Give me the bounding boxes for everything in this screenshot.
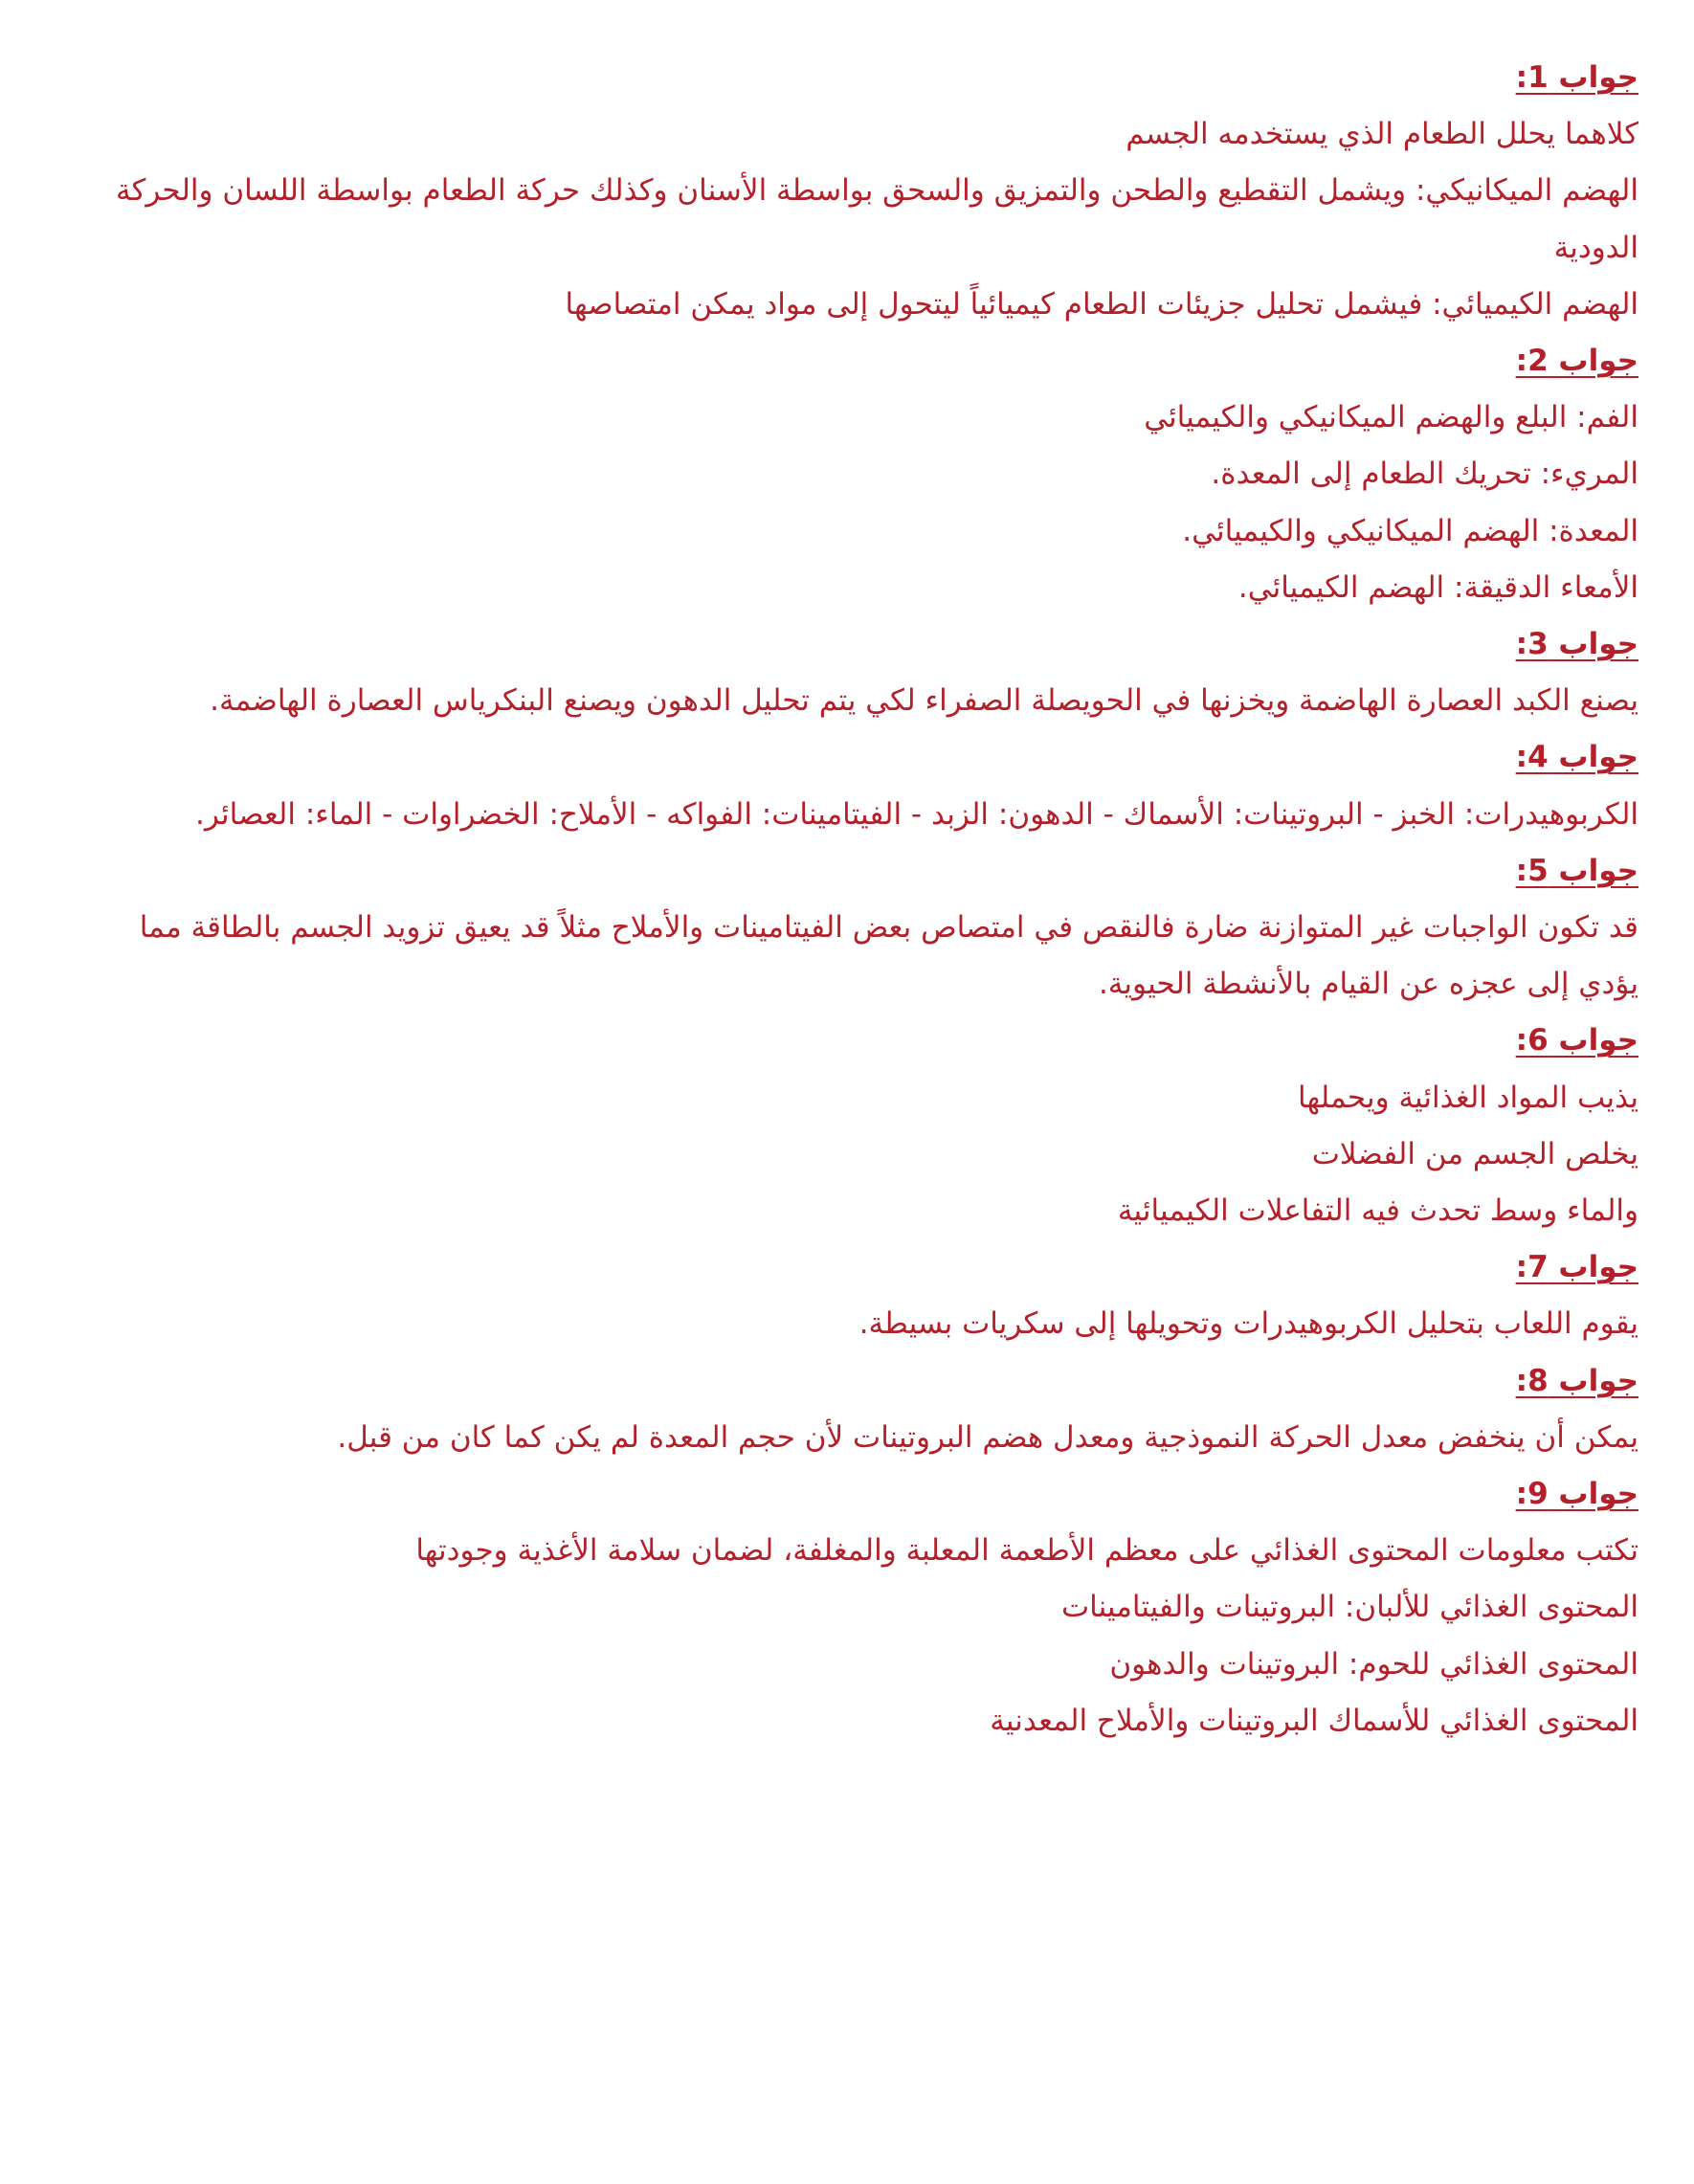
answer-heading: جواب 5: <box>1515 853 1638 888</box>
answer-line: المعدة: الهضم الميكانيكي والكيميائي. <box>1182 513 1638 548</box>
answer-line: يخلص الجسم من الفضلات <box>1311 1136 1638 1171</box>
answer-heading: جواب 7: <box>1515 1250 1638 1285</box>
answer-section-5 <box>77 843 1638 1014</box>
answer-line: يمكن أن ينخفض معدل الحركة النموذجية ومعدل هضم البروتينات لأن حجم المعدة لم يكن كما كان من قبل. <box>337 1419 1638 1455</box>
answer-heading: جواب 8: <box>1515 1363 1638 1398</box>
answer-line: تكتب معلومات المحتوى الغذائي على معظم الأطعمة المعلبة والمغلفة، لضمان سلامة الأغذية وجودتها <box>415 1533 1638 1569</box>
answer-line: الكربوهيدرات: الخبز - البروتينات: الأسماك - الدهون: الزبد - الفيتامينات: الفواكه - الأملاح: الخضراوات - الماء: العصائر. <box>195 796 1638 832</box>
answer-section-2 <box>77 333 1638 616</box>
answer-section-3 <box>77 616 1638 729</box>
answer-line: الفم: البلع والهضم الميكانيكي والكيميائي <box>1144 400 1638 435</box>
answer-line: كلاهما يحلل الطعام الذي يستخدمه الجسم <box>1126 117 1638 152</box>
answer-heading: جواب 9: <box>1515 1477 1638 1512</box>
answer-line: المحتوى الغذائي للألبان: البروتينات والفيتامينات <box>1060 1590 1638 1625</box>
answer-line: والماء وسط تحدث فيه التفاعلات الكيميائية <box>1117 1193 1638 1229</box>
answer-heading: جواب 3: <box>1515 627 1638 662</box>
answer-section-6 <box>77 1013 1638 1239</box>
answer-line: المريء: تحريك الطعام إلى المعدة. <box>1211 457 1638 492</box>
answer-document <box>77 50 1638 1749</box>
answer-line: المحتوى الغذائي للأسماك البروتينات والأملاح المعدنية <box>990 1703 1638 1738</box>
answer-line: يذيب المواد الغذائية ويحملها <box>1298 1080 1638 1115</box>
answer-heading: جواب 6: <box>1515 1023 1638 1059</box>
answer-section-8 <box>77 1353 1638 1466</box>
answer-line: قد تكون الواجبات غير المتوازنة ضارة فالنقص في امتصاص بعض الفيتامينات والأملاح مثلاً قد يعيق تزويد الجسم بالطاقة مما يؤدي إلى عجزه عن القيام بالأنشطة الحيوية. <box>139 910 1638 1002</box>
answer-line: الأمعاء الدقيقة: الهضم الكيميائي. <box>1237 569 1638 605</box>
answer-heading: جواب 2: <box>1515 344 1638 379</box>
answer-heading: جواب 4: <box>1515 740 1638 775</box>
answer-section-1 <box>77 50 1638 333</box>
answer-section-4 <box>77 729 1638 842</box>
answer-section-9 <box>77 1466 1638 1749</box>
answer-line: المحتوى الغذائي للحوم: البروتينات والدهون <box>1109 1646 1638 1682</box>
answer-line: الهضم الكيميائي: فيشمل تحليل جزيئات الطعام كيميائياً ليتحول إلى مواد يمكن امتصاصها <box>565 286 1638 322</box>
answer-line: يصنع الكبد العصارة الهاضمة ويخزنها في الحويصلة الصفراء لكي يتم تحليل الدهون ويصنع البنكرياس العصارة الهاضمة. <box>210 683 1638 719</box>
answer-heading: جواب 1: <box>1515 60 1638 95</box>
answer-line: يقوم اللعاب بتحليل الكربوهيدرات وتحويلها إلى سكريات بسيطة. <box>858 1306 1638 1342</box>
answer-section-7 <box>77 1239 1638 1352</box>
answer-line: الهضم الميكانيكي: ويشمل التقطيع والطحن والتمزيق والسحق بواسطة الأسنان وكذلك حركة الطعام بواسطة اللسان والحركة الدودية <box>115 173 1638 265</box>
